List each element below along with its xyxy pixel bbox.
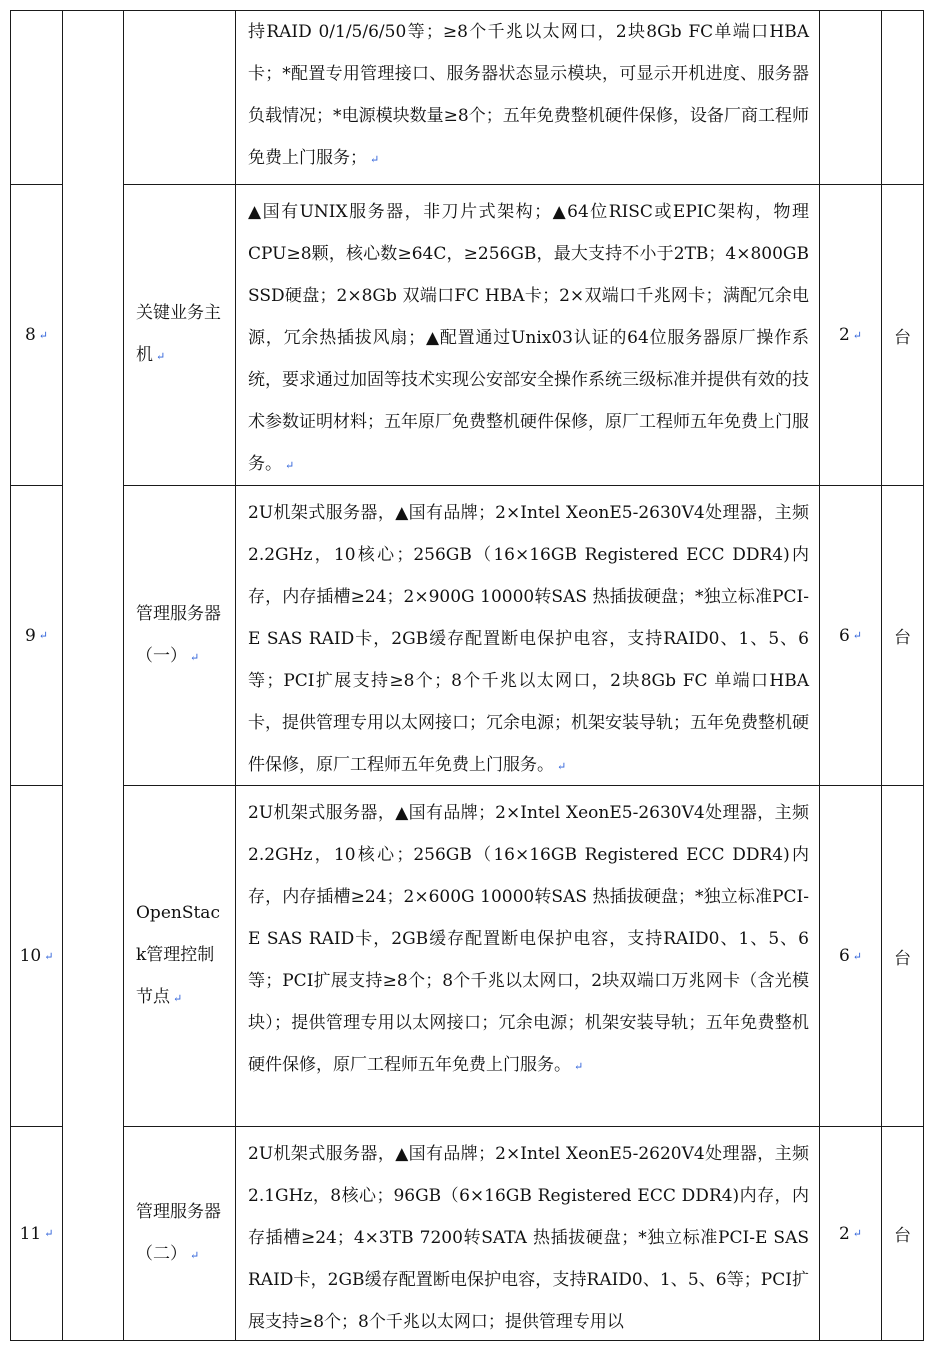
row-number: 11 <box>19 1223 42 1244</box>
row-11-number-cell <box>10 1126 63 1341</box>
row-11-spec-cell <box>235 1126 820 1341</box>
item-unit: 台 <box>894 327 911 348</box>
item-quantity: 6 <box>838 625 850 646</box>
paragraph-mark-icon: ↵ <box>852 328 863 342</box>
row-9-number-cell <box>10 485 63 786</box>
item-spec: ▲国有UNIX服务器，非刀片式架构；▲64位RISC或EPIC架构，物理CPU≥8颗，核心数≥64C，≥256GB，最大支持不小于2TB；4×800GB SSD硬盘；2×8Gb 双端口FC HBA卡；2×双端口千兆网卡；满配冗余电源，冗余热插拔风扇；▲配置通过Unix03认证的64位服务器原厂操作系统，要求通过加固等技术实现公安部安全操作系统三级标准并提供有效的技术参数证明材料；五年原厂免费整机硬件保修，原厂工程师五年免费上门服务。 <box>248 202 809 474</box>
row-number: 10 <box>19 946 42 966</box>
item-name: 管理服务器（一） <box>136 603 221 666</box>
item-quantity: 2 <box>838 1223 850 1244</box>
paragraph-mark-icon: ↵ <box>190 1248 200 1262</box>
item-unit: 台 <box>894 948 911 969</box>
item-quantity: 2 <box>838 325 850 345</box>
paragraph-mark-icon: ↵ <box>173 992 183 1005</box>
row-10-unit-cell <box>881 785 924 1127</box>
row-0-number-cell <box>10 10 63 185</box>
row-10-name-cell <box>123 785 236 1127</box>
paragraph-mark-icon: ↵ <box>574 1060 584 1073</box>
row-9-name-cell <box>123 485 236 786</box>
row-0-spec-text: 持RAID 0/1/5/6/50等；≥8个千兆以太网口，2块8Gb FC单端口HBA卡；*配置专用管理接口、服务器状态显示模块，可显示开机进度、服务器负载情况；*电源模块数量≥8个；五年免费整机硬件保修，设备厂商工程师免费上门服务； <box>248 22 809 168</box>
paragraph-mark-icon: ↵ <box>190 650 200 664</box>
row-11-name-cell <box>123 1126 236 1341</box>
row-0-unit-cell <box>881 10 924 185</box>
item-quantity: 6 <box>838 946 850 966</box>
paragraph-mark-icon: ↵ <box>852 949 863 963</box>
item-name: 关键业务主机 <box>136 303 221 365</box>
row-number: 9 <box>24 625 36 646</box>
item-unit: 台 <box>894 1226 911 1246</box>
row-9-unit-cell <box>881 485 924 786</box>
row-number: 8 <box>24 325 36 345</box>
paragraph-mark-icon: ↵ <box>852 1227 863 1240</box>
paragraph-mark-icon: ↵ <box>38 328 49 342</box>
row-0-name-cell <box>123 10 236 185</box>
row-11-unit-cell <box>881 1126 924 1341</box>
paragraph-mark-icon: ↵ <box>557 760 567 773</box>
row-8-spec-cell <box>235 184 820 486</box>
merged-category-column <box>62 10 124 1341</box>
item-name: OpenStack管理控制节点 <box>136 903 220 1007</box>
paragraph-mark-icon: ↵ <box>852 629 863 642</box>
row-0-qty-cell <box>819 10 882 185</box>
item-spec: 2U机架式服务器，▲国有品牌；2×Intel XeonE5-2630V4处理器，主频2.2GHz，10核心；256GB（16×16GB Registered ECC DDR4)内存，内存插槽≥24；2×900G 10000转SAS 热插拔硬盘；*独立标准PCI-E SAS RAID卡，2GB缓存配置断电保护电容，支持RAID0、1、5、6等；PCI扩展支持≥8个；8个千兆以太网口，2块8Gb FC 单端口HBA卡，提供管理专用以太网接口；冗余电源；机架安装导轨；五年免费整机硬件保修，原厂工程师五年免费上门服务。 <box>248 503 809 775</box>
row-9-qty-cell <box>819 485 882 786</box>
paragraph-mark-icon: ↵ <box>156 350 166 363</box>
row-10-qty-cell <box>819 785 882 1127</box>
item-spec: 2U机架式服务器，▲国有品牌；2×Intel XeonE5-2620V4处理器，主频2.1GHz，8核心；96GB（6×16GB Registered ECC DDR4)内存，内存插槽≥24；4×3TB 7200转SATA 热插拔硬盘；*独立标准PCI-E SAS RAID卡，2GB缓存配置断电保护电容，支持RAID0、1、5、6等；PCI扩展支持≥8个；8个千兆以太网口；提供管理专用以 <box>248 1144 809 1332</box>
paragraph-mark-icon: ↵ <box>370 153 380 166</box>
item-name: 管理服务器（二） <box>136 1201 221 1264</box>
paragraph-mark-icon: ↵ <box>44 949 54 963</box>
row-10-spec-cell <box>235 785 820 1127</box>
paragraph-mark-icon: ↵ <box>285 459 295 472</box>
item-spec: 2U机架式服务器，▲国有品牌；2×Intel XeonE5-2630V4处理器，主频2.2GHz，10核心；256GB（16×16GB Registered ECC DDR4)内存，内存插槽≥24；2×600G 10000转SAS 热插拔硬盘；*独立标准PCI-E SAS RAID卡，2GB缓存配置断电保护电容，支持RAID0、1、5、6等；PCI扩展支持≥8个；8个千兆以太网口，2块双端口万兆网卡（含光模块）；提供管理专用以太网接口；冗余电源；机架安装导轨；五年免费整机硬件保修，原厂工程师五年免费上门服务。 <box>248 803 809 1075</box>
paragraph-mark-icon: ↵ <box>38 629 49 642</box>
row-0-spec-cell <box>235 10 820 185</box>
row-10-number-cell <box>10 785 63 1127</box>
row-11-qty-cell <box>819 1126 882 1341</box>
row-8-qty-cell <box>819 184 882 486</box>
row-8-number-cell <box>10 184 63 486</box>
paragraph-mark-icon: ↵ <box>44 1227 54 1240</box>
row-8-name-cell <box>123 184 236 486</box>
item-unit: 台 <box>894 628 911 648</box>
row-9-spec-cell <box>235 485 820 786</box>
row-8-unit-cell <box>881 184 924 486</box>
